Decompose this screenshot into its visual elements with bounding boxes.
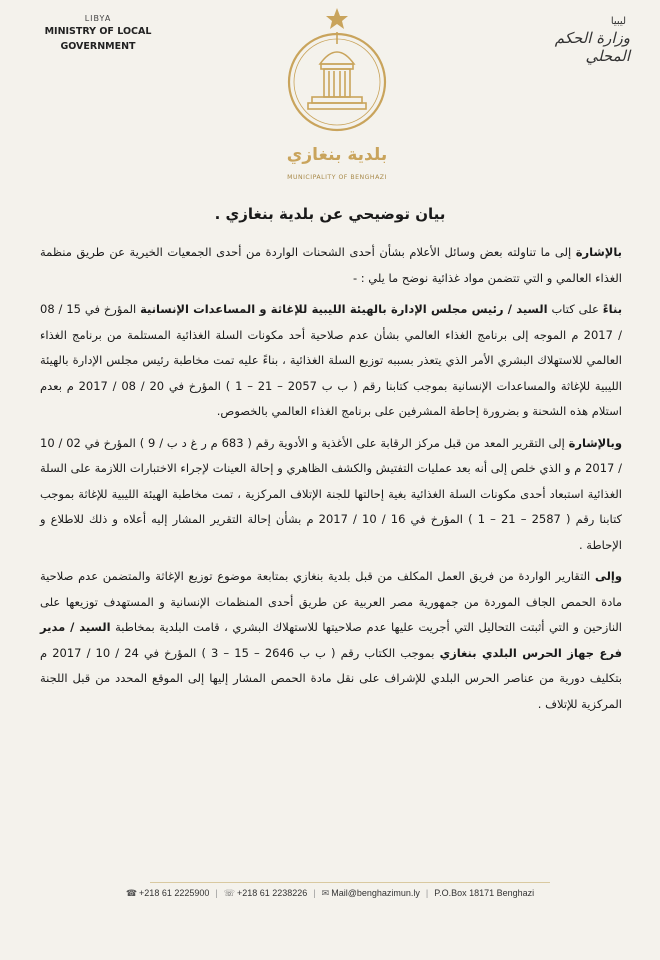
fax-icon: ☏ <box>223 888 235 898</box>
header-country-ar: ليبيا <box>610 16 626 27</box>
footer-pobox-text: P.O.Box 18171 Benghazi <box>434 888 535 898</box>
logo-english-lettering: MUNICIPALITY OF BENGHAZI <box>287 174 387 181</box>
footer-separator: | <box>215 888 218 898</box>
footer-phone-1 <box>126 888 210 899</box>
paragraph-1-text: إلى ما تناولته بعض وسائل الأعلام بشأن أحدى الشحنات الواردة من أحدى الجمعيات الخيرية عن طريق منظمة الغذاء العالمي و التي تتضمن مواد غذائية نوضح ما يلي : - <box>40 245 622 285</box>
footer-phone-1-text: +218 61 2225900 <box>139 888 210 898</box>
header-ministry-ar: وزارة الحكم المحلي <box>554 29 630 65</box>
paragraph-3 <box>40 431 622 559</box>
paragraph-2-mid: على كتاب <box>547 302 603 316</box>
footer-separator: | <box>313 888 316 898</box>
header-left-block <box>38 14 158 53</box>
document-title: بيان توضيحي عن بلدية بنغازي . <box>214 205 446 223</box>
paragraph-1 <box>40 240 622 291</box>
header-ministry-en-line2: GOVERNMENT <box>60 41 136 52</box>
footer-phone-2-text: +218 61 2238226 <box>236 888 308 898</box>
footer-contacts <box>0 888 660 899</box>
logo-circle <box>289 34 385 130</box>
logo-star-icon <box>326 8 348 29</box>
paragraph-4-bold: السيد / مدير فرع جهاز الحرس البلدي بنغازي <box>40 620 623 660</box>
footer-separator: | <box>425 888 429 898</box>
paragraph-2-lead: بناءً <box>602 302 623 316</box>
logo-arabic-lettering: بلدية بنغازي <box>286 145 388 165</box>
header-ministry-en-line1: MINISTRY OF LOCAL <box>44 26 152 37</box>
footer-email[interactable] <box>322 888 420 899</box>
paragraph-4 <box>40 564 622 717</box>
paragraph-1-lead: بالإشارة <box>575 245 622 259</box>
header-country-en: LIBYA <box>84 14 112 23</box>
paragraph-2 <box>40 297 622 425</box>
municipality-logo <box>262 4 412 186</box>
document-body <box>40 240 622 721</box>
paragraph-2-text: المؤرخ في 15 / 08 / 2017 م الموجه إلى برنامج الغذاء العالمي بشأن عدم صلاحية أحد مكونات السلة الغذائية المستلمة من برنامج الغذاء العالمي للاستهلاك البشري الأمر الذي يتعذر بسببه توزيع السلة الغذائية ، بناءً عليه تمت مخاطبة رئيس مجلس الإدارة بالهيئة الليبية للإغاثة والمساعدات الإنسانية بموجب كتابنا رقم ( ب ب 2057 – 21 – 1 ) المؤرخ في 20 / 08 / 2017 م بعدم استلام هذه الشحنة و بضرورة إحاطة المشرفين على برنامج الغذاء العالمي بالخصوص. <box>40 302 622 418</box>
paragraph-4-text2: بموجب الكتاب رقم ( ب ب 2646 – 15 – 3 ) المؤرخ في 24 / 10 / 2017 م بتكليف دورية من عناصر الحرس البلدي للإشراف على نقل مادة الحمص المشار إليها إلى الموقع المحدد من قبل اللجنة المركزية للإتلاف . <box>40 645 622 711</box>
header-right-block <box>510 16 630 65</box>
phone-icon: ☎ <box>125 888 138 898</box>
mail-icon: ✉ <box>321 888 330 898</box>
footer-phone-2 <box>224 888 308 899</box>
footer-email-text[interactable]: Mail@benghazimun.ly <box>331 888 420 898</box>
paragraph-4-text: التقارير الواردة من فريق العمل المكلف من قبل بلدية بنغازي بمتابعة موضوع توزيع الإغاثة والمتضمن عدم صلاحية مادة الحمص الجاف الموردة من جمهورية مصر العربية عن طريق أحدى المنظمات الإنسانية و المستهدف توزيعها على النازحين و التي أثبتت التحاليل التي أجريت عليها عدم صلاحيتها للاستهلاك البشري ، قامت البلدية بمخاطبة <box>40 569 622 634</box>
paragraph-2-bold: السيد / رئيس مجلس الإدارة بالهيئة الليبية للإغاثة و المساعدات الإنسانية <box>140 302 548 316</box>
footer-pobox <box>434 888 534 898</box>
logo-building-icon <box>308 32 366 109</box>
footer-divider <box>150 882 550 883</box>
paragraph-3-text: إلى التقرير المعد من قبل مركز الرقابة على الأغذية و الأدوية رقم ( 683 م ر غ د ب / 9 ) المؤرخ في 02 / 10 / 2017 م و الذي خلص إلى أنه بعد عمليات التفتيش والكشف الظاهري و إحالة العينات لإجراء الاختبارات اللازمة على السلة الغذائية استبعاد أحدى مكونات السلة الغذائية بغية إحالتها للجنة الإتلاف المركزية ، تمت مخاطبة الهيئة الليبية للإغاثة بموجب كتابنا رقم ( 2587 – 21 – 1 ) المؤرخ في 16 / 10 / 2017 م بشأن إحالة التقرير المشار إليه أعلاه و ذلك للاطلاع و الإحاطة . <box>40 435 623 552</box>
paragraph-4-lead: وإلى <box>594 569 622 583</box>
paragraph-3-lead: وبالإشارة <box>568 435 623 450</box>
